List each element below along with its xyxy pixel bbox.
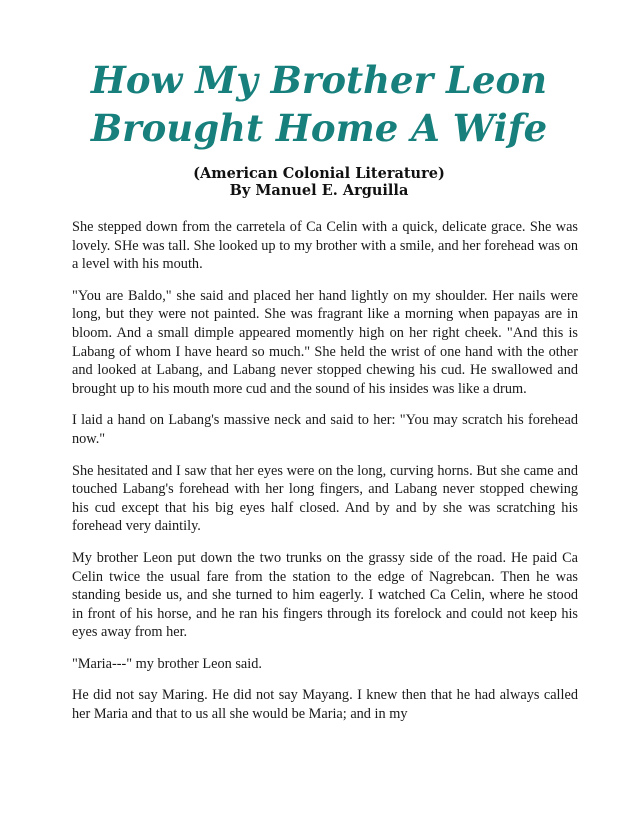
story-title-line1: How My Brother Leon [90, 58, 548, 102]
story-subtitle [0, 165, 638, 199]
paragraph: My brother Leon put down the two trunks on the grassy side of the road. He paid Ca Celin twice the usual fare from the station to the edge of Nagrebcan. Then he was standing beside us, and she turned to him eagerly. I watched Ca Celin, where he stood in front of his horse, and he ran his fingers through its forelock and could not keep his eyes away from her. [72, 549, 578, 641]
story-title [0, 56, 638, 152]
story-body [72, 218, 578, 724]
paragraph: "Maria---" my brother Leon said. [72, 655, 262, 672]
paragraph: He did not say Maring. He did not say Mayang. I knew then that he had always called her Maria and that to us all she would be Maria; and in my [72, 687, 578, 723]
paragraph: I laid a hand on Labang's massive neck and said to her: "You may scratch his forehead now." [72, 412, 578, 447]
paragraph: "You are Baldo," she said and placed her hand lightly on my shoulder. Her nails were long, but they were not painted. She was fragrant like a morning when papayas are in bloom. And a small dimple appeared momently high on her right cheek. "And this is Labang of whom I have heard so much." She held the wrist of one hand with the other and looked at Labang, and Labang never stopped chewing his cud. He swallowed and brought up to his mouth more cud and the sound of his insides was like a drum. [72, 287, 578, 397]
paragraph: She stepped down from the carretela of Ca Celin with a quick, delicate grace. She was lovely. SHe was tall. She looked up to my brother with a smile, and her forehead was on a level with his mouth. [72, 219, 578, 273]
genre-label: (American Colonial Literature) [193, 165, 445, 182]
author-byline: By Manuel E. Arguilla [229, 182, 409, 199]
story-title-line2: Brought Home A Wife [90, 106, 548, 150]
paragraph: She hesitated and I saw that her eyes were on the long, curving horns. But she came and touched Labang's forehead with her long fingers, and Labang never stopped chewing his cud except that his big eyes half closed. And by and by she was scratching his forehead very daintily. [72, 462, 578, 535]
